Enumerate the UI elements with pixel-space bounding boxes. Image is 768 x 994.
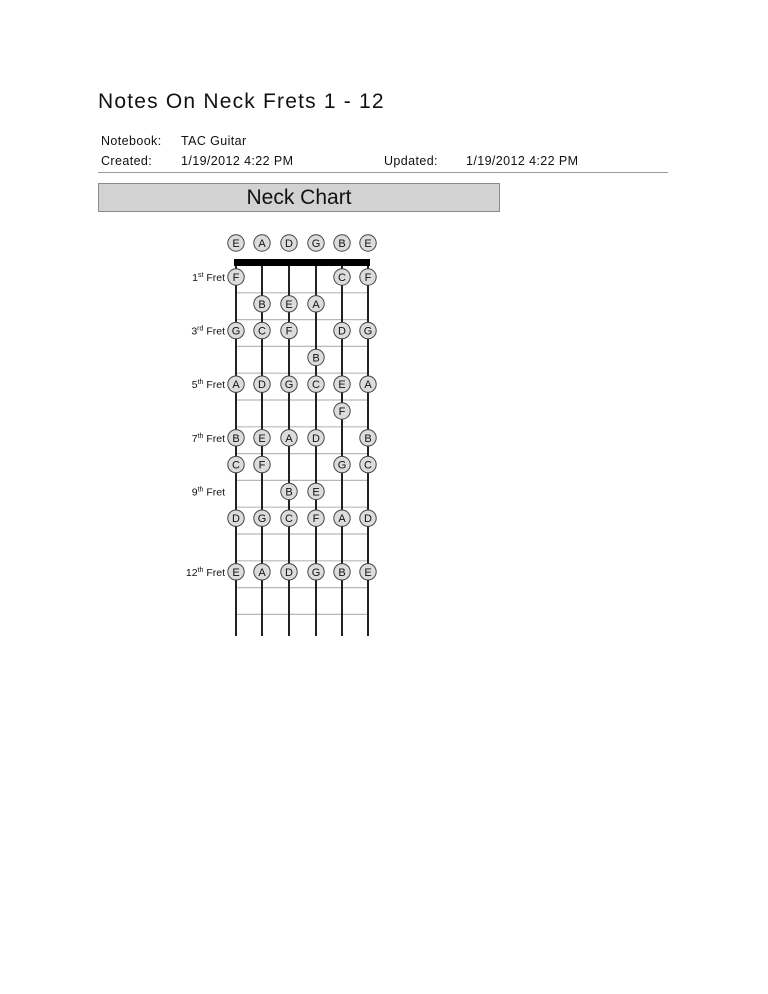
fret-note-label: A bbox=[338, 513, 346, 526]
page-title: Notes On Neck Frets 1 - 12 bbox=[98, 90, 385, 113]
fret-note-label: C bbox=[285, 513, 293, 526]
fret-note-label: F bbox=[312, 513, 320, 526]
fret-note-label: E bbox=[232, 566, 240, 579]
fret-note-label: C bbox=[232, 459, 240, 472]
updated-label: Updated: bbox=[384, 154, 438, 168]
fret-note-label: F bbox=[364, 272, 372, 284]
fret-position-label: 12th Fret bbox=[185, 566, 225, 579]
fret-position-label: 5th Fret bbox=[191, 379, 225, 392]
fret-note-label: B bbox=[258, 298, 266, 311]
fret-note-label: B bbox=[312, 352, 320, 365]
open-string-note-label: B bbox=[338, 238, 346, 250]
fret-note-label: C bbox=[258, 325, 266, 338]
fret-note-label: E bbox=[258, 432, 266, 445]
fret-note-label: D bbox=[258, 379, 266, 392]
fret-note-label: B bbox=[285, 486, 293, 499]
fret-note-label: G bbox=[337, 459, 347, 472]
created-value: 1/19/2012 4:22 PM bbox=[181, 154, 294, 168]
fret-note-label: B bbox=[232, 432, 240, 445]
fret-note-label: G bbox=[311, 566, 321, 579]
fret-note-label: C bbox=[338, 272, 346, 284]
fret-note-label: E bbox=[285, 298, 293, 311]
fret-note-label: F bbox=[232, 272, 240, 284]
fret-note-label: E bbox=[364, 566, 372, 579]
fret-note-label: C bbox=[364, 459, 372, 472]
fret-position-label: 9th Fret bbox=[191, 486, 225, 499]
updated-value: 1/19/2012 4:22 PM bbox=[466, 154, 579, 168]
fret-note-label: E bbox=[338, 379, 346, 392]
fret-position-label: 1st Fret bbox=[192, 272, 225, 284]
fret-position-label: 7th Fret bbox=[191, 432, 225, 445]
fret-note-label: A bbox=[364, 379, 372, 392]
nut bbox=[234, 259, 370, 266]
fret-note-label: D bbox=[312, 432, 320, 445]
open-string-note-label: G bbox=[311, 238, 321, 250]
fret-note-label: D bbox=[285, 566, 293, 579]
fret-note-label: G bbox=[363, 325, 373, 338]
created-label: Created: bbox=[101, 154, 153, 168]
fret-note-label: A bbox=[285, 432, 293, 445]
fret-note-label: F bbox=[338, 406, 346, 418]
fret-position-label: 3rd Fret bbox=[191, 325, 225, 338]
fret-note-label: C bbox=[312, 379, 320, 392]
open-string-note-label: E bbox=[364, 238, 372, 250]
fret-note-label: D bbox=[232, 513, 240, 526]
fret-note-label: G bbox=[231, 325, 241, 338]
fret-note-label: F bbox=[285, 325, 293, 338]
neck-chart-title: Neck Chart bbox=[246, 185, 352, 209]
notebook-value: TAC Guitar bbox=[181, 134, 247, 148]
header-divider bbox=[98, 172, 668, 173]
fret-note-label: A bbox=[232, 379, 240, 392]
fret-note-label: A bbox=[258, 566, 266, 579]
fret-note-label: B bbox=[338, 566, 346, 579]
neck-chart bbox=[98, 212, 500, 636]
open-string-note-label: E bbox=[232, 238, 240, 250]
neck-chart-header bbox=[98, 183, 500, 212]
notebook-label: Notebook: bbox=[101, 134, 162, 148]
open-string-note-label: A bbox=[258, 238, 266, 250]
fret-note-label: A bbox=[312, 298, 320, 311]
fret-note-label: D bbox=[338, 325, 346, 338]
fret-note-label: F bbox=[258, 459, 266, 472]
fret-note-label: B bbox=[364, 432, 372, 445]
fret-note-label: G bbox=[257, 513, 267, 526]
open-string-note-label: D bbox=[285, 238, 293, 250]
fret-note-label: G bbox=[284, 379, 294, 392]
fret-note-label: D bbox=[364, 513, 372, 526]
fret-note-label: E bbox=[312, 486, 320, 499]
fretboard-diagram bbox=[98, 212, 500, 636]
